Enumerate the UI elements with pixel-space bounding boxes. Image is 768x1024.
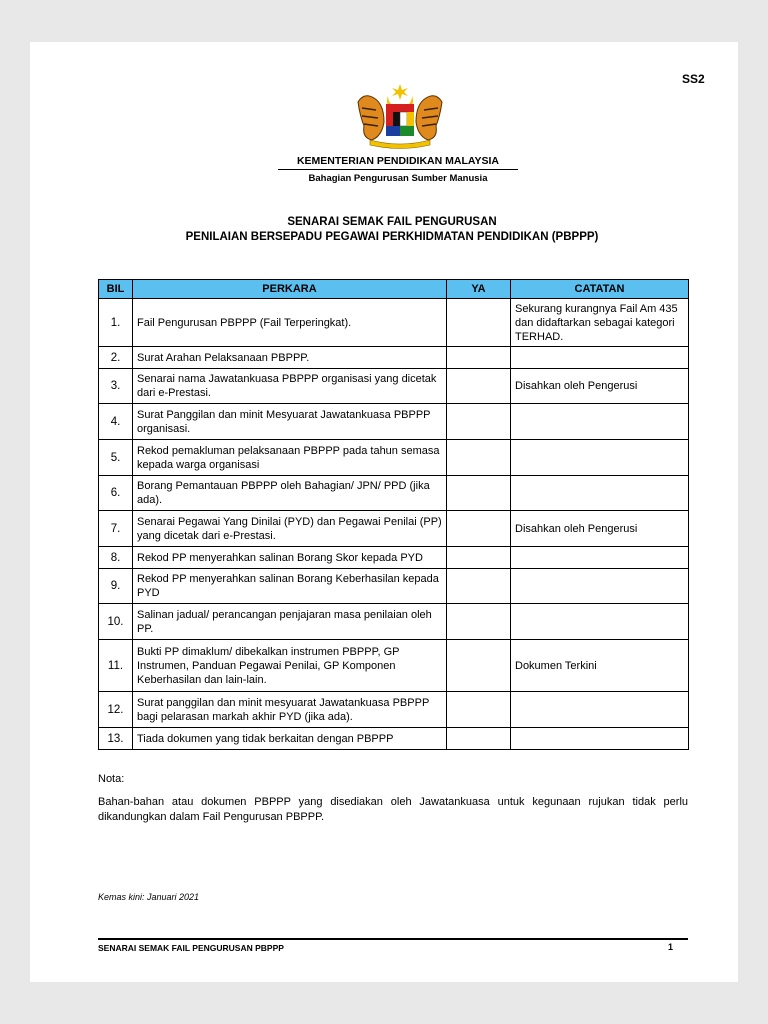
row-note <box>511 604 689 640</box>
row-note: Disahkan oleh Pengerusi <box>511 369 689 404</box>
table-row <box>99 604 689 640</box>
row-number: 1. <box>99 299 133 347</box>
note-label: Nota: <box>98 773 125 785</box>
page-number: 1 <box>668 942 674 952</box>
table-row <box>99 476 689 511</box>
row-number: 11. <box>99 640 133 692</box>
table-row <box>99 440 689 476</box>
division-name: Bahagian Pengurusan Sumber Manusia <box>308 173 488 184</box>
footer-divider <box>98 938 688 940</box>
table-row <box>99 569 689 604</box>
row-ya-cell[interactable] <box>447 299 511 347</box>
row-number: 7. <box>99 511 133 547</box>
title-line-1: SENARAI SEMAK FAIL PENGURUSAN <box>287 216 497 228</box>
row-ya-cell[interactable] <box>447 569 511 604</box>
checklist-table <box>98 279 689 750</box>
row-ya-cell[interactable] <box>447 440 511 476</box>
row-item: Rekod pemakluman pelaksanaan PBPPP pada tahun semasa kepada warga organisasi <box>133 440 447 476</box>
document-title <box>96 215 688 245</box>
row-note <box>511 476 689 511</box>
row-note <box>511 692 689 728</box>
row-item: Senarai Pegawai Yang Dinilai (PYD) dan Pegawai Penilai (PP) yang dicetak dari e-Prestasi. <box>133 511 447 547</box>
row-number: 13. <box>99 728 133 750</box>
row-note: Dokumen Terkini <box>511 640 689 692</box>
malaysia-coat-of-arms-icon <box>350 82 450 150</box>
row-number: 3. <box>99 369 133 404</box>
row-number: 12. <box>99 692 133 728</box>
header-perkara: PERKARA <box>133 280 447 299</box>
row-item: Senarai nama Jawatankuasa PBPPP organisasi yang dicetak dari e-Prestasi. <box>133 369 447 404</box>
table-row <box>99 692 689 728</box>
last-updated: Kemas kini: Januari 2021 <box>98 892 200 902</box>
row-note: Sekurang kurangnya Fail Am 435 dan didaftarkan sebagai kategori TERHAD. <box>511 299 689 347</box>
row-number: 8. <box>99 547 133 569</box>
table-row <box>99 369 689 404</box>
footer-title: SENARAI SEMAK FAIL PENGURUSAN PBPPP <box>98 943 284 953</box>
header-ya: YA <box>447 280 511 299</box>
table-row <box>99 640 689 692</box>
row-note <box>511 547 689 569</box>
row-number: 5. <box>99 440 133 476</box>
row-ya-cell[interactable] <box>447 511 511 547</box>
table-row <box>99 347 689 369</box>
row-item: Rekod PP menyerahkan salinan Borang Keberhasilan kepada PYD <box>133 569 447 604</box>
table-header-row <box>99 280 689 299</box>
row-ya-cell[interactable] <box>447 369 511 404</box>
row-number: 6. <box>99 476 133 511</box>
table-row <box>99 511 689 547</box>
ministry-name: KEMENTERIAN PENDIDIKAN MALAYSIA <box>278 155 518 170</box>
row-item: Borang Pemantauan PBPPP oleh Bahagian/ JPN/ PPD (jika ada). <box>133 476 447 511</box>
row-item: Surat panggilan dan minit mesyuarat Jawatankuasa PBPPP bagi pelarasan markah akhir PYD (jika ada). <box>133 692 447 728</box>
row-item: Surat Panggilan dan minit Mesyuarat Jawatankuasa PBPPP organisasi. <box>133 404 447 440</box>
row-number: 9. <box>99 569 133 604</box>
row-ya-cell[interactable] <box>447 404 511 440</box>
row-note <box>511 569 689 604</box>
note-text: Bahan-bahan atau dokumen PBPPP yang disediakan oleh Jawatankuasa untuk kegunaan rujukan tidak perlu dikandungkan dalam Fail Pengurusan PBPPP. <box>98 796 688 823</box>
row-number: 4. <box>99 404 133 440</box>
row-note <box>511 404 689 440</box>
title-line-2: PENILAIAN BERSEPADU PEGAWAI PERKHIDMATAN PENDIDIKAN (PBPPP) <box>185 231 599 243</box>
ministry-header <box>278 155 518 184</box>
row-number: 10. <box>99 604 133 640</box>
table-row <box>99 728 689 750</box>
row-note: Disahkan oleh Pengerusi <box>511 511 689 547</box>
table-row <box>99 547 689 569</box>
row-ya-cell[interactable] <box>447 476 511 511</box>
document-code: SS2 <box>682 72 705 86</box>
row-item: Tiada dokumen yang tidak berkaitan dengan PBPPP <box>133 728 447 750</box>
row-ya-cell[interactable] <box>447 604 511 640</box>
row-item: Rekod PP menyerahkan salinan Borang Skor kepada PYD <box>133 547 447 569</box>
row-item: Surat Arahan Pelaksanaan PBPPP. <box>133 347 447 369</box>
header-bil: BIL <box>99 280 133 299</box>
row-item: Salinan jadual/ perancangan penjajaran masa penilaian oleh PP. <box>133 604 447 640</box>
row-note <box>511 440 689 476</box>
row-ya-cell[interactable] <box>447 547 511 569</box>
row-item: Fail Pengurusan PBPPP (Fail Terperingkat). <box>133 299 447 347</box>
table-row <box>99 404 689 440</box>
row-item: Bukti PP dimaklum/ dibekalkan instrumen PBPPP, GP Instrumen, Panduan Pegawai Penilai, GP Komponen Keberhasilan dan lain-lain. <box>133 640 447 692</box>
row-note <box>511 347 689 369</box>
row-ya-cell[interactable] <box>447 692 511 728</box>
row-number: 2. <box>99 347 133 369</box>
row-ya-cell[interactable] <box>447 640 511 692</box>
row-note <box>511 728 689 750</box>
row-ya-cell[interactable] <box>447 347 511 369</box>
header-catatan: CATATAN <box>511 280 689 299</box>
table-row <box>99 299 689 347</box>
row-ya-cell[interactable] <box>447 728 511 750</box>
